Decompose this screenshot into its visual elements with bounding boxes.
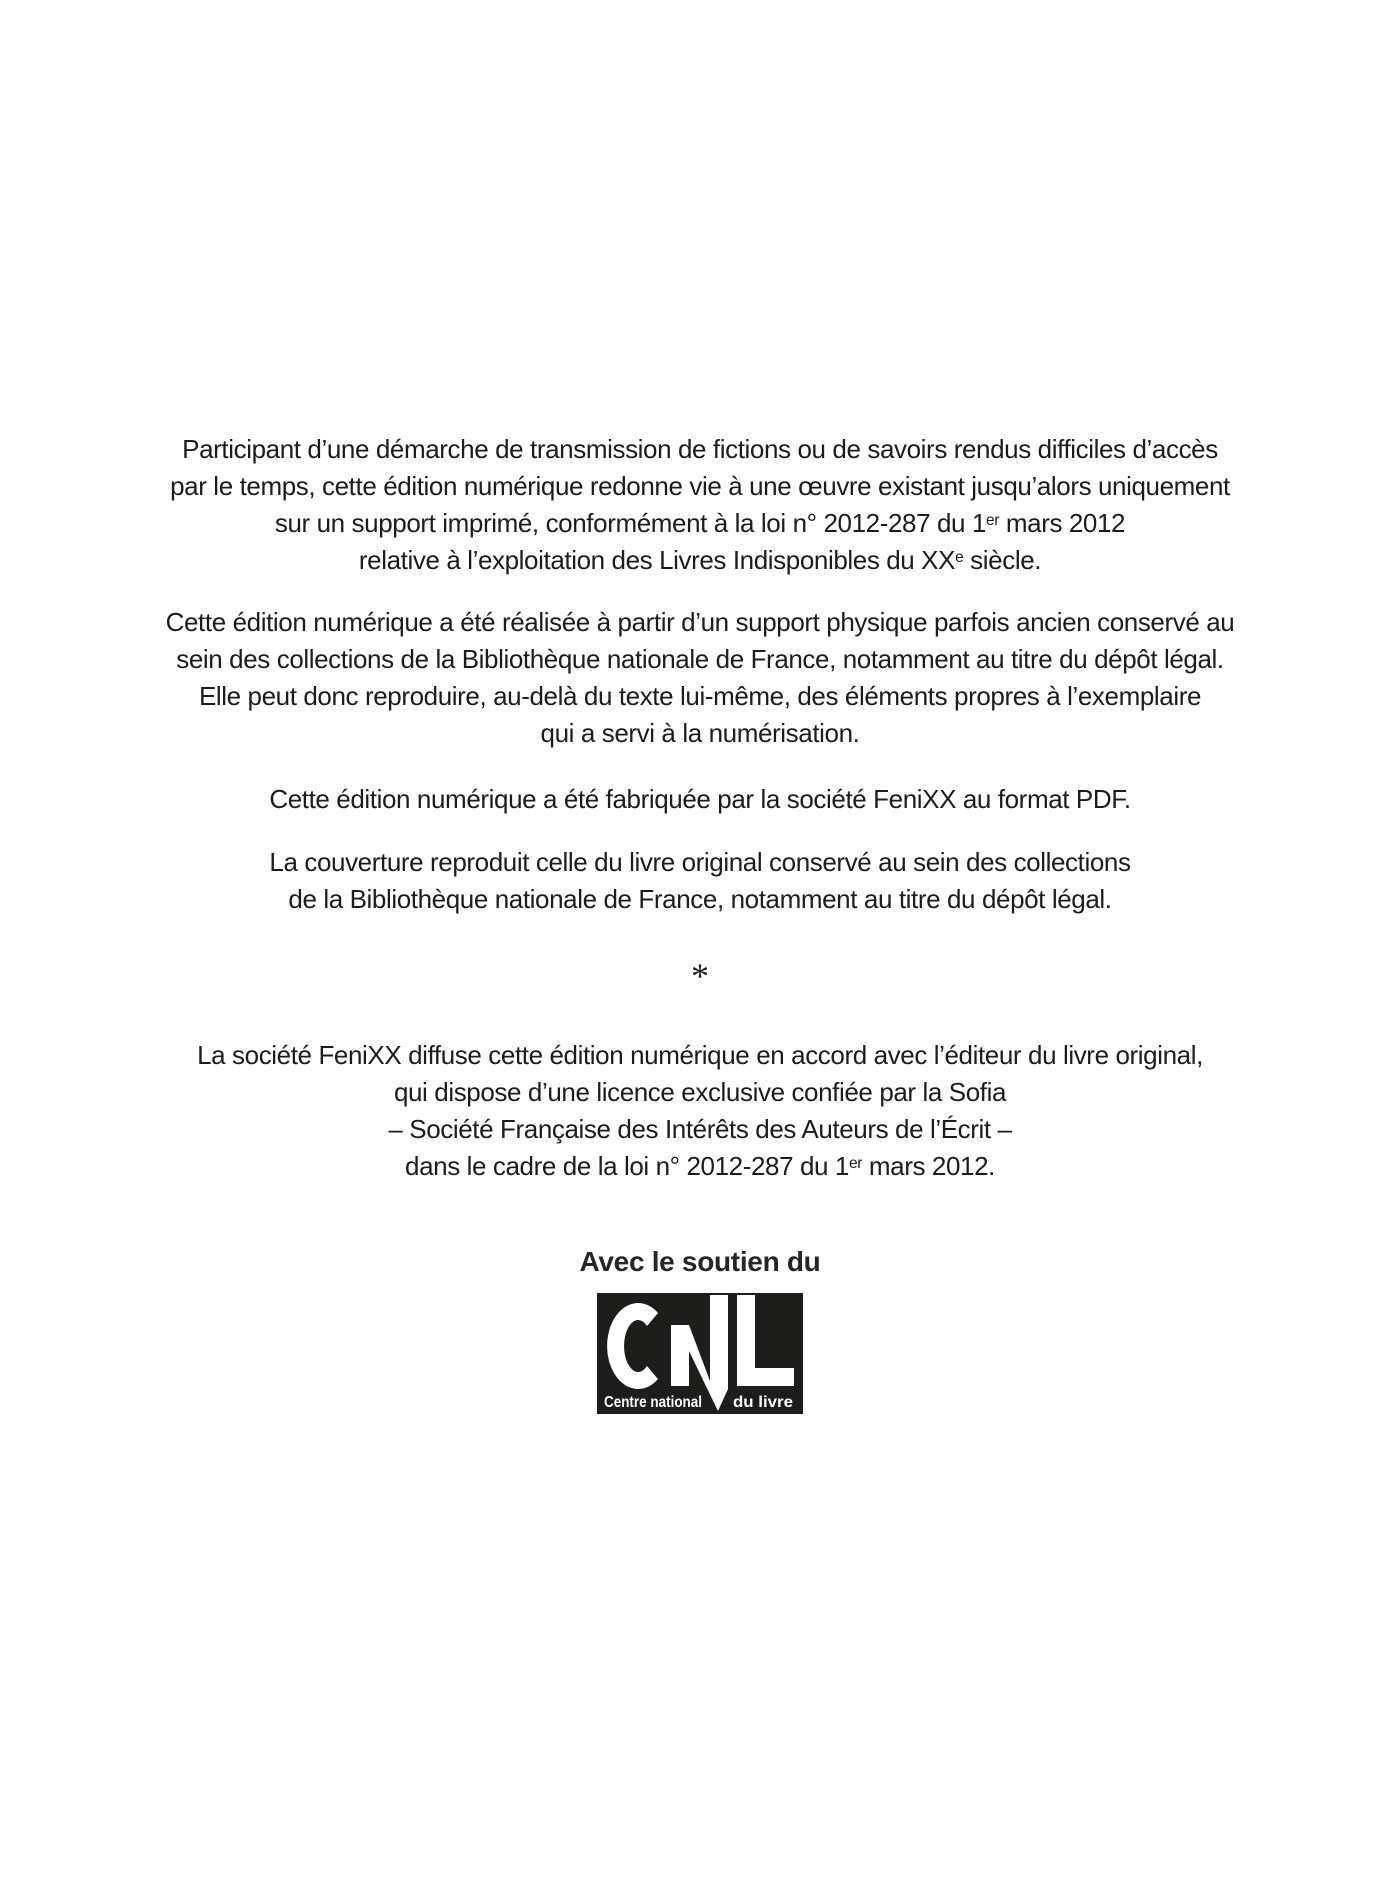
legal-paragraph-transmission (80, 431, 1320, 579)
text-line: Cette édition numérique a été réalisée à partir d’un support physique parfois ancien conservé au (165, 607, 1235, 637)
legal-paragraph-source (80, 604, 1320, 752)
text-line: relative à l’exploitation des Livres Indisponibles du XXe siècle. (358, 545, 1042, 575)
asterisk-separator: * (691, 956, 709, 996)
text-line: sur un support imprimé, conformément à la loi n° 2012-287 du 1er mars 2012 (274, 508, 1126, 538)
cnl-logo (597, 1293, 803, 1414)
text-line: La société FeniXX diffuse cette édition numérique en accord avec l’éditeur du livre original, (197, 1040, 1203, 1070)
text-line: de la Bibliothèque nationale de France, notamment au titre du dépôt légal. (288, 884, 1112, 914)
cnl-caption-left: Centre national (604, 1394, 702, 1411)
text-line: qui dispose d’une licence exclusive confiée par la Sofia (393, 1077, 1007, 1107)
cnl-logo-graphic (597, 1293, 803, 1414)
legal-paragraph-cover (80, 844, 1320, 918)
text-line: Elle peut donc reproduire, au-delà du texte lui-même, des éléments propres à l’exemplaire (198, 681, 1202, 711)
text-line: La couverture reproduit celle du livre original conservé au sein des collections (269, 847, 1131, 877)
text-line: par le temps, cette édition numérique redonne vie à une œuvre existant jusqu’alors uniquement (170, 471, 1230, 501)
text-line: dans le cadre de la loi n° 2012-287 du 1er mars 2012. (405, 1151, 995, 1181)
cnl-caption-right: du livre (733, 1394, 794, 1411)
text-line: Participant d’une démarche de transmission de fictions ou de savoirs rendus difficiles d’accès (182, 434, 1218, 464)
cnl-support-caption: Avec le soutien du (579, 1246, 821, 1277)
legal-paragraph-diffusion (80, 1037, 1320, 1185)
text-line: sein des collections de la Bibliothèque nationale de France, notamment au titre du dépôt légal. (176, 644, 1224, 674)
legal-paragraph-fabrication (80, 781, 1320, 818)
text-line: – Société Française des Intérêts des Auteurs de l’Écrit – (388, 1114, 1012, 1144)
text-line: qui a servi à la numérisation. (540, 718, 860, 748)
text-line: Cette édition numérique a été fabriquée par la société FeniXX au format PDF. (269, 784, 1131, 814)
